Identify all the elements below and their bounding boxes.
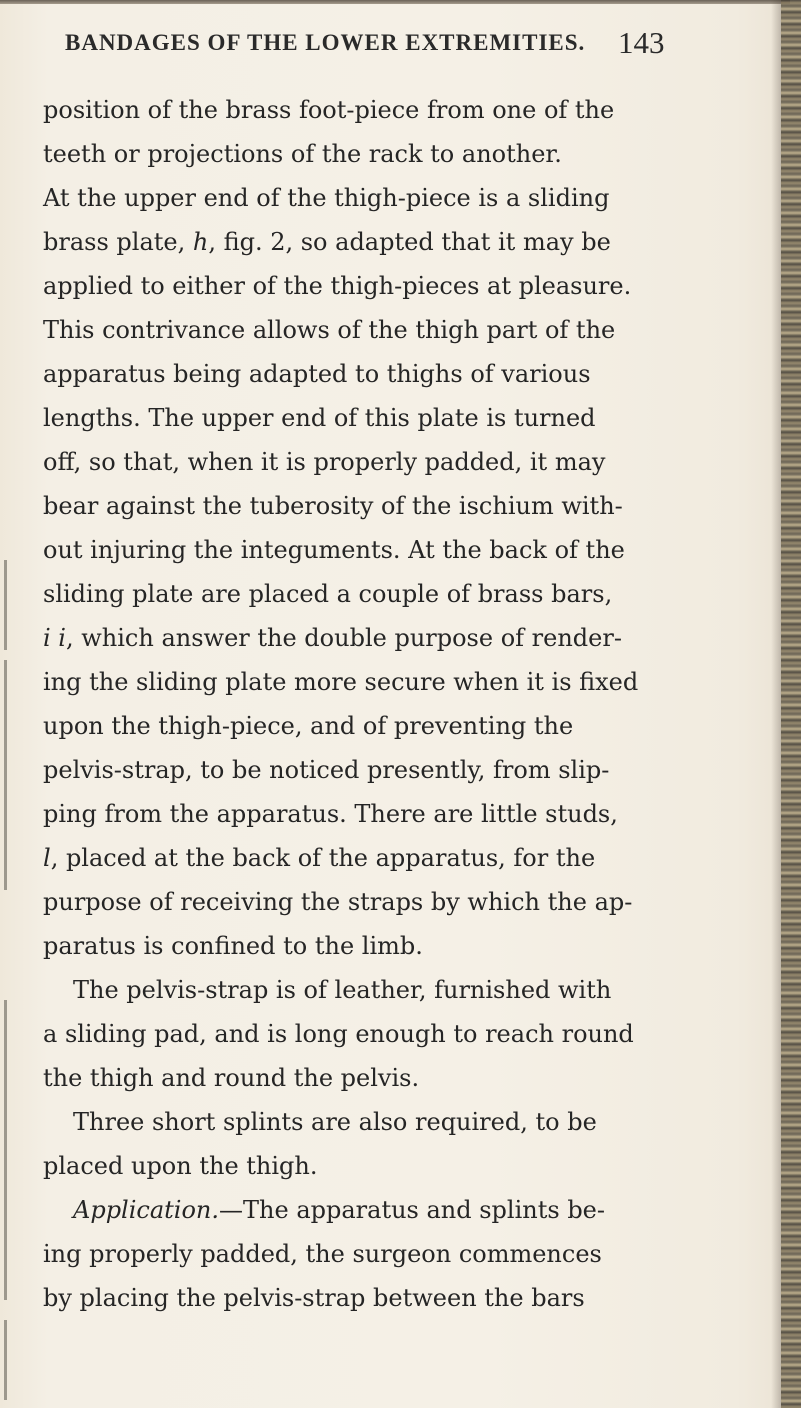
line-text: placed upon the thigh. — [43, 1152, 318, 1180]
line-text-post: —The apparatus and splints be- — [219, 1196, 605, 1224]
text-line — [43, 1234, 602, 1274]
text-line — [43, 662, 638, 702]
line-text: the thigh and round the pelvis. — [43, 1064, 420, 1092]
page-header — [0, 18, 801, 68]
line-text: purpose of receiving the straps by which the ap- — [43, 888, 633, 916]
text-line — [43, 838, 595, 878]
text-line — [73, 970, 611, 1010]
page-number: 143 — [618, 25, 665, 60]
text-line — [43, 442, 605, 482]
text-line — [43, 750, 609, 790]
text-line — [43, 486, 623, 526]
line-text: ing properly padded, the surgeon commences — [43, 1240, 602, 1268]
text-line — [73, 1190, 605, 1230]
line-text: a sliding pad, and is long enough to reach round — [43, 1020, 634, 1048]
line-text: The pelvis-strap is of leather, furnished with — [73, 976, 612, 1004]
line-text-post: , fig. 2, so adapted that it may be — [208, 228, 611, 256]
text-line — [43, 222, 611, 262]
text-line — [43, 310, 615, 350]
text-line — [43, 706, 573, 746]
line-text-post: , placed at the back of the apparatus, for the — [50, 844, 596, 872]
line-text-italic: i i — [43, 624, 66, 652]
text-line — [43, 1014, 634, 1054]
line-text-pre: brass plate, — [43, 228, 193, 256]
text-line — [43, 178, 609, 218]
line-text-italic: Application. — [73, 1196, 220, 1224]
text-line — [43, 882, 632, 922]
line-text: Three short splints are also required, to be — [73, 1108, 597, 1136]
line-text: pelvis-strap, to be noticed presently, from slip- — [43, 756, 610, 784]
book-binding-edge — [781, 0, 801, 1408]
text-line — [43, 794, 618, 834]
line-text: teeth or projections of the rack to another. — [43, 140, 562, 168]
line-text: bear against the tuberosity of the ischium with- — [43, 492, 623, 520]
text-line — [43, 574, 612, 614]
text-line — [43, 1146, 318, 1186]
line-text: This contrivance allows of the thigh part of the — [43, 316, 616, 344]
line-text: paratus is confined to the limb. — [43, 932, 423, 960]
top-edge-rule — [0, 0, 790, 4]
line-text: by placing the pelvis-strap between the bars — [43, 1284, 585, 1312]
line-text: applied to either of the thigh-pieces at pleasure. — [43, 272, 632, 300]
line-text: ing the sliding plate more secure when it is fixed — [43, 668, 639, 696]
text-line — [43, 266, 631, 306]
text-line — [73, 1102, 597, 1142]
line-text-italic: l — [43, 844, 51, 872]
binding-shadow — [771, 0, 781, 1408]
left-margin-mark — [4, 660, 7, 890]
text-line — [43, 618, 622, 658]
line-text: sliding plate are placed a couple of brass bars, — [43, 580, 613, 608]
line-text: out injuring the integuments. At the back of the — [43, 536, 625, 564]
text-line — [43, 926, 423, 966]
text-line — [43, 1058, 419, 1098]
line-text: upon the thigh-piece, and of preventing the — [43, 712, 574, 740]
line-text: apparatus being adapted to thighs of various — [43, 360, 591, 388]
line-text-post: , which answer the double purpose of render- — [65, 624, 622, 652]
left-margin-mark — [4, 560, 7, 650]
text-line — [43, 354, 591, 394]
text-line — [43, 134, 562, 174]
text-line — [43, 530, 625, 570]
running-title: BANDAGES OF THE LOWER EXTREMITIES. — [65, 30, 586, 55]
text-line — [43, 398, 596, 438]
line-text: position of the brass foot-piece from one of the — [43, 96, 615, 124]
line-text: ping from the apparatus. There are little studs, — [43, 800, 618, 828]
line-text: off, so that, when it is properly padded, it may — [43, 448, 606, 476]
left-margin-mark — [4, 1320, 7, 1400]
text-line — [43, 1278, 585, 1318]
text-line — [43, 90, 614, 130]
line-text: At the upper end of the thigh-piece is a sliding — [43, 184, 610, 212]
line-text: lengths. The upper end of this plate is turned — [43, 404, 596, 432]
line-text-italic: h — [192, 228, 209, 256]
left-margin-mark — [4, 1000, 7, 1300]
